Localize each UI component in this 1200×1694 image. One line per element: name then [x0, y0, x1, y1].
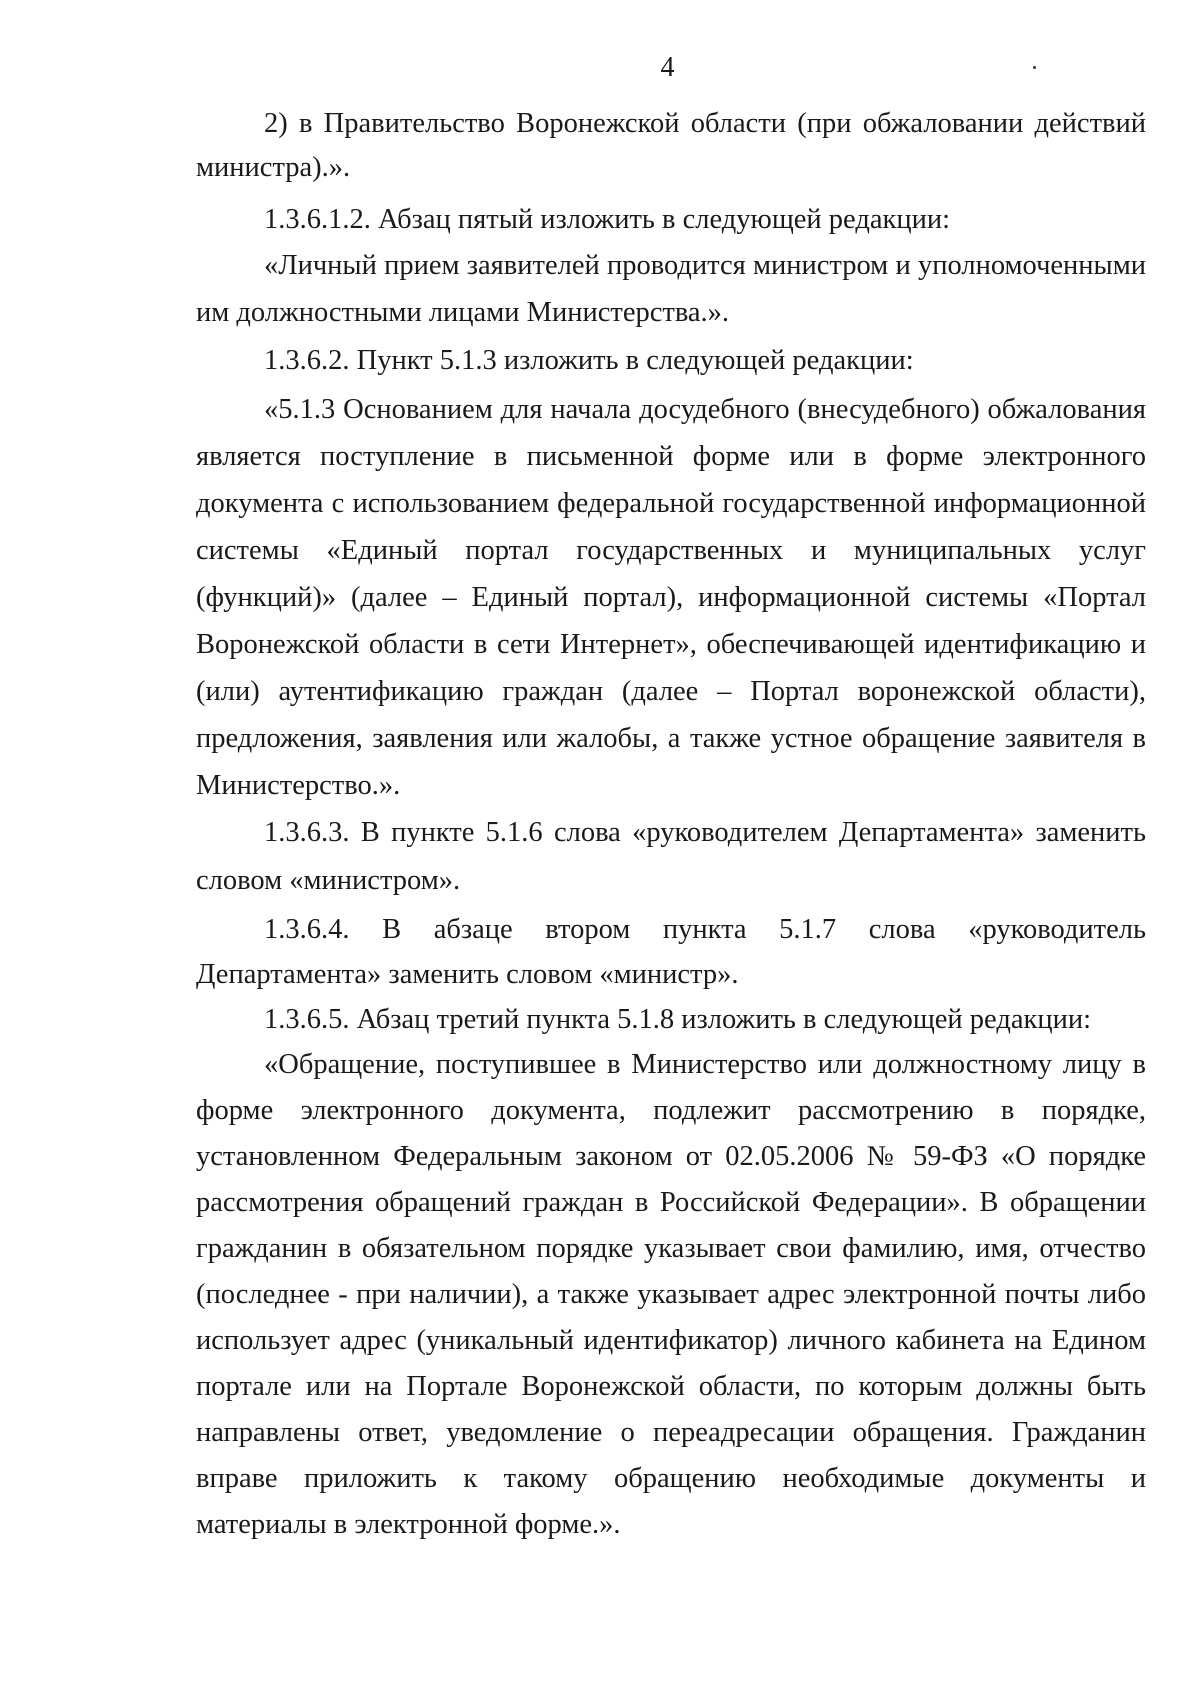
paragraph-electronic-appeal: «Обращение, поступившее в Министерство или должностному лицу в форме электронного документа, подлежит рассмотрению в порядке, установленном Федеральным законом от 02.05.2006 № 59-ФЗ «О порядке рассмотрения обращений граждан в Российской Федерации». В обращении гражданин в обязательном порядке указывает свои фамилию, имя, отчество (последнее - при наличии), а также указывает адрес электронной почты либо использует адрес (уникальный идентификатор) личного кабинета на Едином портале или на Портале Воронежской области, по которым должны быть направлены ответ, уведомление о переадресации обращения. Гражданин вправе приложить к такому обращению необходимые документы и материалы в электронной форме.».: [196, 1049, 1146, 1540]
paragraph-1-3-6-4: 1.3.6.4. В абзаце втором пункта 5.1.7 слова «руководитель Департамента» заменить словом «министр».: [196, 914, 1146, 990]
scan-artifact-dot: [1033, 66, 1036, 69]
document-body: [196, 102, 1146, 1548]
paragraph-personal-reception: «Личный прием заявителей проводится министром и уполномоченными им должностными лицами Министерства.».: [196, 250, 1146, 328]
paragraph-appeal-government: 2) в Правительство Воронежской области (при обжаловании действий министра).».: [196, 108, 1146, 183]
page-number: 4: [660, 52, 675, 83]
paragraph-1-3-6-1-2: 1.3.6.1.2. Абзац пятый изложить в следующей редакции:: [264, 204, 950, 235]
paragraph-5-1-3: «5.1.3 Основанием для начала досудебного (внесудебного) обжалования является поступление в письменной форме или в форме электронного документа с использованием федеральной государственной информационной системы «Единый портал государственных и муниципальных услуг (функций)» (далее – Единый портал), информационной системы «Портал Воронежской области в сети Интернет», обеспечивающей идентификацию и (или) аутентификацию граждан (далее – Портал воронежской области), предложения, заявления или жалобы, а также устное обращение заявителя в Министерство.».: [196, 394, 1146, 801]
paragraph-1-3-6-3: 1.3.6.3. В пункте 5.1.6 слова «руководителем Департамента» заменить словом «министром».: [196, 817, 1146, 896]
paragraph-1-3-6-5: 1.3.6.5. Абзац третий пункта 5.1.8 изложить в следующей редакции:: [264, 1004, 1091, 1035]
paragraph-1-3-6-2: 1.3.6.2. Пункт 5.1.3 изложить в следующей редакции:: [264, 345, 914, 376]
